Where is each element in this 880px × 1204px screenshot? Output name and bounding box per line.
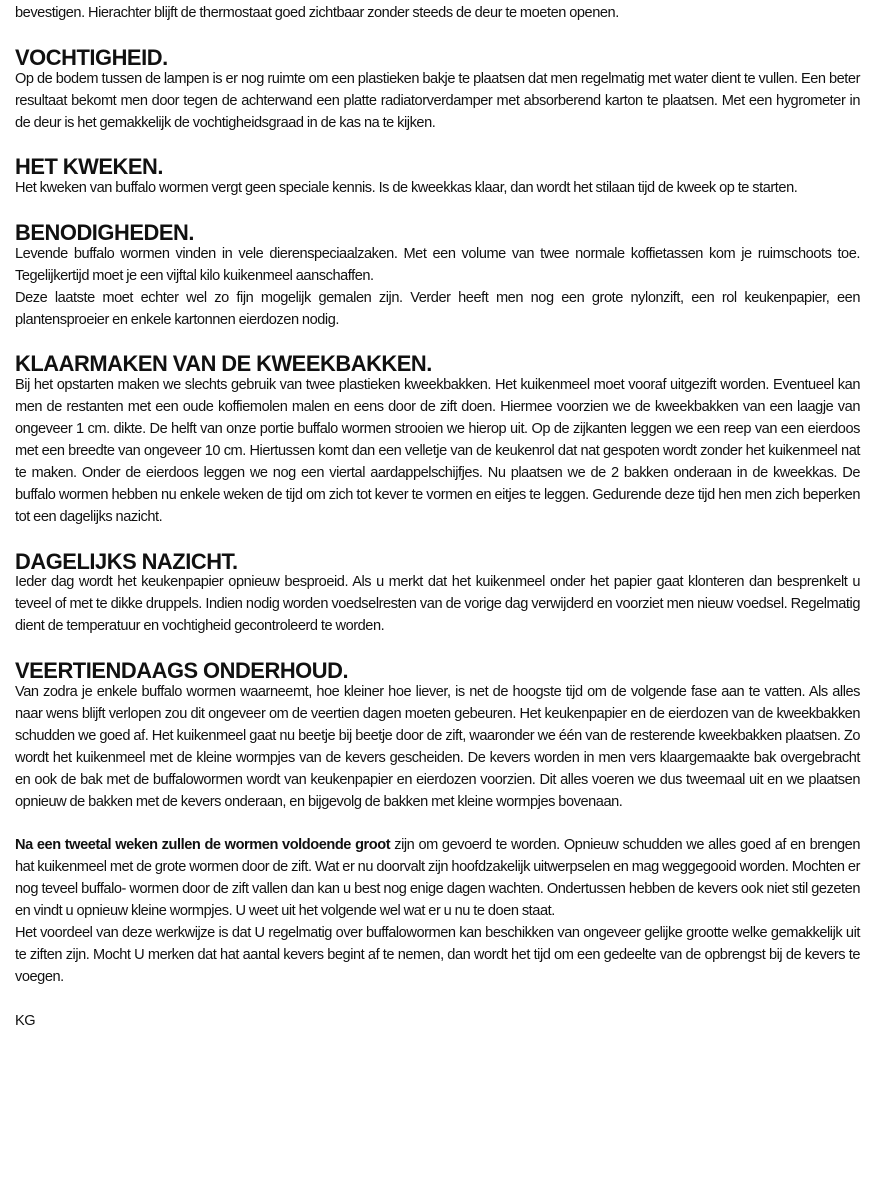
spacer — [15, 134, 860, 156]
section-paragraph: Ieder dag wordt het keukenpapier opnieuw besproeid. Als u merkt dat het kuikenmeel onder het papier gaat klonteren dan besprenkelt u teveel of met te dikke druppels. Indien nodig worden voedselresten van de vorige dag verwijderd en voorziet men nieuw voedsel. Regelmatig dient de temperatuur en vochtigheid gecontroleerd te worden. — [15, 574, 860, 635]
spacer — [15, 332, 860, 354]
section-heading: DAGELIJKS NAZICHT. — [15, 548, 238, 574]
section-het-kweken — [15, 156, 860, 200]
spacer — [15, 25, 860, 47]
section-benodigheden — [15, 222, 860, 332]
spacer — [15, 200, 860, 222]
section-final — [15, 835, 860, 988]
final-bold-lead: Na een tweetal weken zullen de wormen voldoende groot — [15, 837, 391, 854]
final-second-paragraph: Het voordeel van deze werkwijze is dat U regelmatig over buffalowormen kan beschikken van ongeveer gelijke grootte welke gemakkelijk uit te ziften zijn. Mocht U merken dat hat aantal kevers begint af te nemen, dan wordt het tijd om een gedeelte van de opbrengst bij de kevers te voegen. — [15, 924, 860, 985]
section-heading: HET KWEKEN. — [15, 154, 163, 180]
section-paragraph: Levende buffalo wormen vinden in vele dierenspeciaalzaken. Met een volume van twee normale koffietassen kom je ruimschoots toe. Tegelijkertijd moet je een vijftal kilo kuikenmeel aanschaffen. — [15, 245, 860, 284]
section-paragraph: Bij het opstarten maken we slechts gebruik van twee plastieken kweekbakken. Het kuikenmeel moet vooraf uitgezift worden. Eventueel kan men de restanten met een oude koffiemolen malen en eens door de zift doen. Hiermee voorzien we de kweekbakken van een laagje van ongeveer 1 cm. dikte. De helft van onze portie buffalo wormen strooien we hierop uit. Op de zijkanten leggen we een reep van een eierdoos met een breedte van ongeveer 10 cm. Hiertussen komt dan een velletje van de keukenrol dat nat gespoten wordt zonder het kuikenmeel nat te maken. Onder de eierdoos leggen we nog een viertal aardappelschijfjes. Nu plaatsen we de 2 bakken onderaan in de kweekkas. De buffalo wormen hebben nu enkele weken de tijd om zich tot kever te vormen en eitjes te leggen. Gedurende deze tijd hen men zich beperken tot een dagelijks nazicht. — [15, 377, 860, 525]
spacer — [15, 529, 860, 551]
signature: KG — [15, 1012, 36, 1029]
section-paragraph: Van zodra je enkele buffalo wormen waarneemt, hoe kleiner hoe liever, is net de hoogste tijd om de volgende fase aan te vatten. Als alles naar wens blijft verlopen zou dit ongeveer om de veertien dagen moeten gebeuren. Het keukenpapier en de eierdozen van de kweekbakken schudden we goed af. Het kuikenmeel gaat nu beetje bij beetje door de zift, waaronder we één van de resterende kweekbakken plaatsen. Zo wordt het kuikenmeel met de kleine wormpjes van de kevers gescheiden. De kevers worden in men vers klaargemaakte bak overgebracht en ook de bak met de buffalowormen wordt van keukenpapier en eierdozen voorzien. Dit alles voeren we dus tweemaal uit en we plaatsen opnieuw de bakken met de kevers onderaan, en bijgevolg de bakken met kleine wormpjes bovenaan. — [15, 684, 860, 810]
spacer — [15, 813, 860, 835]
section-klaarmaken — [15, 353, 860, 528]
section-dagelijks-nazicht — [15, 548, 860, 639]
spacer — [15, 989, 860, 1011]
document-page — [15, 3, 860, 1032]
section-heading: BENODIGHEDEN. — [15, 220, 195, 246]
section-paragraph: Deze laatste moet echter wel zo fijn mogelijk gemalen zijn. Verder heeft men nog een grote nylonzift, een rol keukenpapier, een plantensproeier en enkele kartonnen eierdozen nodig. — [15, 289, 860, 328]
section-paragraph: Het kweken van buffalo wormen vergt geen speciale kennis. Is de kweekkas klaar, dan wordt het stilaan tijd de kweek op te starten. — [15, 180, 798, 197]
spacer — [15, 638, 860, 660]
section-paragraph: Op de bodem tussen de lampen is er nog ruimte om een plastieken bakje te plaatsen dat men regelmatig met water dient te vullen. Een beter resultaat bekomt men door tegen de achterwand een platte radiatorverdamper met absorberend karton te plaatsen. Met een hygrometer in de deur is het gemakkelijk de vochtigheidsgraad in de kas na te kijken. — [15, 70, 860, 131]
section-vochtigheid — [15, 44, 860, 135]
final-rest: zijn om gevoerd te worden. Opnieuw schudden we alles goed af en brengen hat kuikenmeel met de grote wormen door de zift. Wat er nu doorvalt zijn hoofdzakelijk uitwerpselen en mag weggegooid worden. Mochten er nog teveel buffalo- wormen door de zift vallen dan kan u best nog enige dagen wachten. Ondertussen hebben de kevers ook niet stil gezeten en vindt u opnieuw kleine wormpjes. U weet uit het volgende wel wat er u nu te doen staat. — [15, 837, 860, 920]
section-veertiendaags-onderhoud — [15, 660, 860, 813]
intro-tail-paragraph: bevestigen. Hierachter blijft de thermostaat goed zichtbaar zonder steeds de deur te moeten openen. — [15, 5, 619, 21]
section-heading: KLAARMAKEN VAN DE KWEEKBAKKEN. — [15, 351, 432, 377]
final-paragraph — [15, 835, 860, 923]
section-heading: VOCHTIGHEID. — [15, 44, 168, 70]
section-heading: VEERTIENDAAGS ONDERHOUD. — [15, 658, 349, 684]
